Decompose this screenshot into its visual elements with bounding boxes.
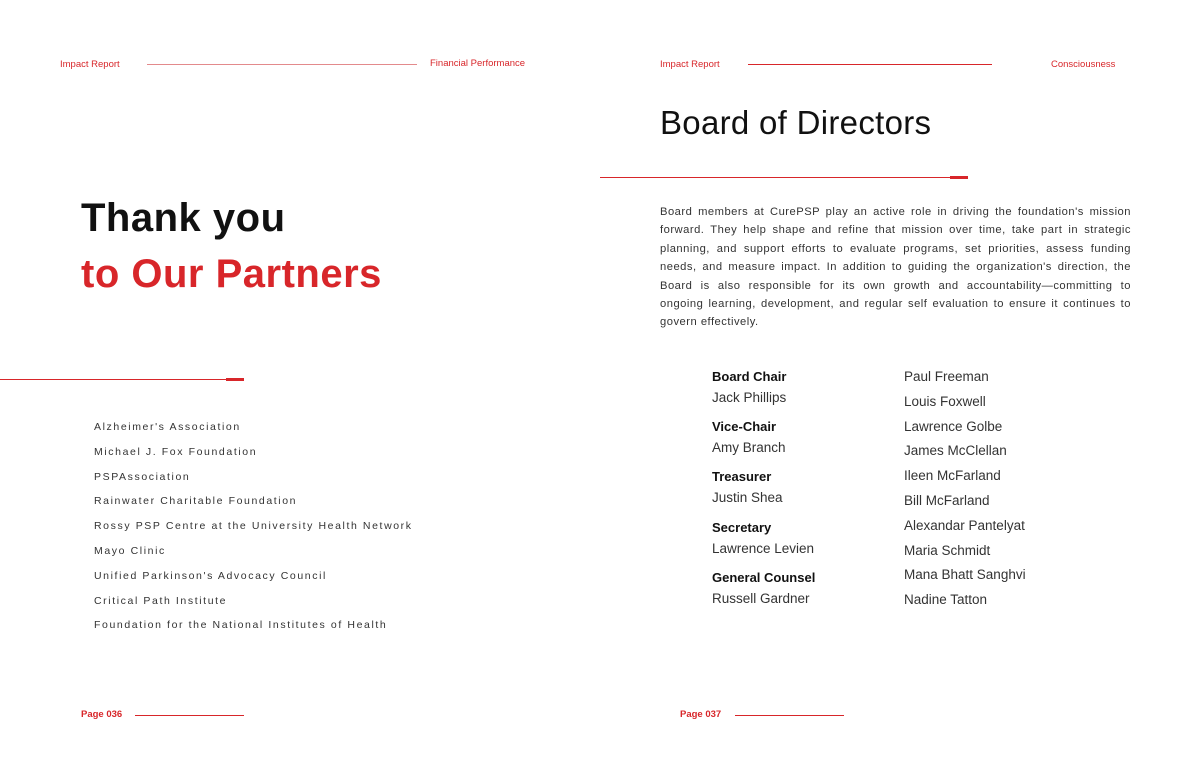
partner-item: Alzheimer's Association [94, 421, 241, 433]
right-title-rule-tab [950, 176, 968, 179]
right-page-number: Page 037 [680, 709, 722, 720]
officer-name: Lawrence Levien [712, 540, 815, 556]
officer-name: Justin Shea [712, 490, 783, 506]
left-header-report-label: Impact Report [60, 59, 120, 70]
officer-role: Board Chair [712, 369, 787, 384]
partners-line: to Our Partners [81, 252, 382, 296]
thank-you-heading [81, 190, 382, 302]
officers-column [712, 366, 882, 617]
partner-item: Critical Path Institute [94, 594, 228, 607]
board-member: Paul Freeman [904, 369, 989, 384]
officer-entry [712, 466, 882, 516]
partner-item: Mayo Clinic [94, 544, 166, 557]
board-member: Bill McFarland [904, 492, 990, 508]
officer-role: General Counsel [712, 569, 816, 585]
left-page-number: Page 036 [81, 709, 123, 720]
officer-role: Secretary [712, 519, 772, 535]
officer-name: Amy Branch [712, 440, 786, 456]
left-section-rule-tab [226, 378, 244, 381]
board-member: Louis Foxwell [904, 393, 986, 409]
left-header-rule [147, 64, 417, 65]
board-intro-paragraph: Board members at CurePSP play an active role in driving the foundation's mission forward. They help shape and refine that mission over time, take part in strategic planning, and support efforts to evaluate programs, set priorities, assess funding needs, and measure impact. In addition to guiding the organization's direction, the Board is also responsible for its own growth and accountability—committing to ongoing learning, development, and regular self evaluation to ensure it continues to govern effectively. [660, 206, 1131, 329]
board-member: Alexandar Pantelyat [904, 517, 1025, 533]
partner-item: Foundation for the National Institutes of Health [94, 619, 388, 632]
partner-item: Michael J. Fox Foundation [94, 445, 258, 458]
right-header-rule [748, 64, 992, 65]
officer-entry [712, 567, 882, 617]
board-member: James McClellan [904, 443, 1007, 459]
right-header-section-label: Consciousness [1051, 59, 1116, 70]
right-header-report-label: Impact Report [660, 59, 720, 70]
officer-role: Vice-Chair [712, 419, 777, 435]
thank-you-line: Thank you [81, 196, 286, 240]
right-title-rule [600, 177, 950, 178]
partner-item: Rainwater Charitable Foundation [94, 495, 298, 508]
officer-entry [712, 416, 882, 466]
right-page [600, 0, 1200, 776]
partner-item: PSPAssociation [94, 470, 191, 483]
partner-item: Unified Parkinson's Advocacy Council [94, 569, 327, 582]
left-header-section-label: Financial Performance [430, 58, 526, 69]
officer-role: Treasurer [712, 469, 772, 485]
officer-entry [712, 366, 882, 416]
board-member: Maria Schmidt [904, 542, 991, 558]
partner-item: Rossy PSP Centre at the University Health Network [94, 520, 413, 533]
right-footer-rule [735, 715, 844, 716]
board-member: Mana Bhatt Sanghvi [904, 567, 1026, 583]
partners-list [94, 415, 413, 638]
left-footer-rule [135, 715, 244, 716]
board-members-list [904, 366, 1026, 614]
board-member: Ileen McFarland [904, 468, 1001, 484]
left-section-rule [0, 379, 226, 380]
board-member: Lawrence Golbe [904, 418, 1003, 434]
officer-entry [712, 517, 882, 567]
board-member: Nadine Tatton [904, 592, 988, 608]
officer-name: Jack Phillips [712, 390, 787, 405]
officer-name: Russell Gardner [712, 590, 810, 606]
board-title: Board of Directors [660, 104, 932, 141]
